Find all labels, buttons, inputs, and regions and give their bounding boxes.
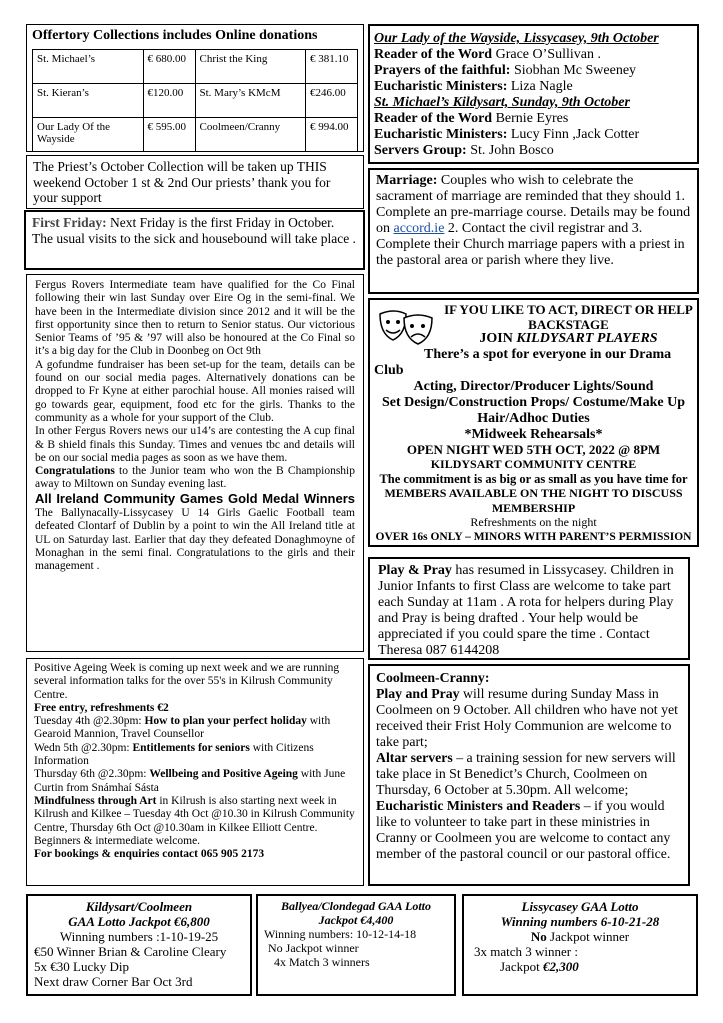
play-pray-text: has resumed in Lissycasey. Children in Junior Infants to first Class are welcome to take part each Sunday at 11am . A rota for helpers during Play and Pray is being drafted . Your help would be appreciated if you could spare the time . Contact Theresa 087 6144208 [378,563,674,658]
ageing-bookings: For bookings & enquiries contact 065 905 2173 [34,848,265,861]
offertory-church-cell: Our Lady Of the Wayside [33,118,144,152]
offertory-amount-cell: €246.00 [306,84,358,118]
coolmeen-altar-text: – a training session for new servers will take place in St Benedict’s Church, Coolmeen on Thursday, 6 October at 5.30pm. All welcome; [376,750,676,797]
rota-r5-value: Lucy Finn ,Jack Cotter [507,127,640,142]
priests-collection-notice [26,155,364,209]
ageing-wed-date: Wedn 5th @2.30pm: [34,741,133,754]
rota-r3-label: Eucharistic Ministers: [374,79,508,94]
fergus-paragraph-2: A gofundme fundraiser has been set-up for the team, details can be found on our social media pages. Alternatively donations can be dropped to Fr Kyne at either parochial house. All monies raised will go towards gear, equipment, food etc for the girls. Thanks to the community as a whole for your support of the Club. [35,358,355,424]
lotto-lissycasey-no: No [530,929,547,944]
rota-r5-label: Eucharistic Ministers: [374,127,508,142]
community-games-text: The Ballynacally-Lissycasey U 14 Girls Gaelic Football team defeated Clontarf of Dublin by a point to win the All Ireland title at UL on Saturday last. Earlier that day they defeated Donaghmoyne of Monaghan in the semi final. Congratulations to the girls and their management . [35,507,355,573]
community-games-heading: All Ireland Community Games Gold Medal Winners [35,490,355,506]
lotto-ballyea-box [256,894,456,996]
ageing-tue-date: Tuesday 4th @2.30pm: [34,715,145,728]
offertory-amount-cell: € 381.10 [306,50,358,84]
lotto-kildysart-title: Kildysart/Coolmeen [85,899,193,914]
lotto-ballyea-numbers: Winning numbers: 10-12-14-18 [264,927,417,941]
ageing-free-entry: Free entry, refreshments €2 [34,701,169,714]
coolmeen-play-pray-text: will resume during Sunday Mass in Coolmeen on 9 October. All children who have not yet received their Frist Holy Communion are welcome to take part; [376,686,678,749]
offertory-box [26,24,364,152]
offertory-title: Offertory Collections includes Online donations [32,28,318,43]
offertory-table [32,49,358,152]
ageing-thu-talk: Wellbeing and Positive Ageing [149,768,298,781]
rota-kildysart-heading: St. Michael’s Kildysart, Sunday, 9th October [374,95,630,110]
offertory-amount-cell: €120.00 [143,84,195,118]
drama-line-6: *Midweek Rehearsals* [464,426,603,442]
offertory-row [33,118,358,152]
rota-r2-value: Siobhan Mc Sweeney [510,63,637,78]
rota-box [368,24,699,164]
drama-masks-icon [376,308,440,346]
offertory-church-cell: Coolmeen/Cranny [195,118,306,152]
lotto-kildysart-jackpot: GAA Lotto Jackpot €6,800 [68,914,210,929]
play-pray-notice [368,557,690,660]
coolmeen-ministers-text: – if you would like to volunteer to take part in these ministries in Cranny or Coolmeen you are welcome to contact any member of the pastoral council or our pastoral office. [376,798,671,861]
coolmeen-altar-label: Altar servers [376,750,453,765]
drama-line-4: Acting, Director/Producer Lights/Sound [413,378,654,394]
drama-line-5: Set Design/Construction Props/ Costume/Make Up Hair/Adhoc Duties [381,394,686,426]
play-pray-label: Play & Pray [378,563,452,578]
lotto-ballyea-jackpot: Jackpot €4,400 [318,913,394,927]
drama-line-7: OPEN NIGHT WED 5TH OCT, 2022 @ 8PM [406,441,661,457]
offertory-church-cell: St. Kieran’s [33,84,144,118]
lotto-lissycasey-numbers: Winning numbers 6-10-21-28 [500,914,660,929]
coolmeen-play-pray-label: Play and Pray [376,686,460,701]
rota-r1-value: Grace O’Sullivan . [492,47,601,62]
offertory-church-cell: St. Mary’s KMcM [195,84,306,118]
first-friday-label: First Friday: [32,215,107,230]
offertory-row [33,50,358,84]
offertory-church-cell: St. Michael’s [33,50,144,84]
congratulations-label: Congratulations [35,465,115,478]
offertory-amount-cell: € 595.00 [143,118,195,152]
coolmeen-ministers-label: Eucharistic Ministers and Readers [376,798,581,813]
lotto-lissycasey-jackpot-label: Jackpot [500,959,543,974]
ageing-thu-date: Thursday 6th @2.30pm: [34,768,150,781]
rota-r6-value: St. John Bosco [466,143,554,158]
drama-line-8: KILDYSART COMMUNITY CENTRE [430,457,637,471]
drama-join: JOIN [479,331,517,346]
lotto-kildysart-lucky-dip: 5x €30 Lucky Dip [34,959,129,974]
fergus-rovers-notice [26,274,364,652]
lotto-ballyea-title: Ballyea/Clondegad GAA Lotto [280,899,431,913]
drama-club-name: KILDYSART PLAYERS [516,331,658,346]
offertory-amount-cell: € 994.00 [306,118,358,152]
rota-r3-value: Liza Nagle [507,79,573,94]
coolmeen-cranny-notice [368,664,690,886]
lotto-lissycasey-box [462,894,698,996]
rota-r6-label: Servers Group: [374,143,467,158]
drama-line-10: MEMBERS AVAILABLE ON THE NIGHT TO DISCUSS MEMBERSHIP [384,486,683,515]
drama-line-3: There’s a spot for everyone in our Drama Club [374,346,672,378]
rota-r4-label: Reader of the Word [374,111,493,126]
first-friday-notice [24,210,365,270]
drama-line-12: OVER 16s ONLY – MINORS WITH PARENT’S PERMISSION [375,530,692,543]
coolmeen-title: Coolmeen-Cranny: [376,670,490,685]
drama-line-11: Refreshments on the night [470,515,597,529]
rota-lissycasey-heading: Our Lady of the Wayside, Lissycasey, 9th October [374,31,659,46]
lotto-lissycasey-jackpot-value: €2,300 [542,959,579,974]
ageing-tue-talk: How to plan your perfect holiday [144,715,307,728]
lotto-kildysart-numbers: Winning numbers :1-10-19-25 [59,929,219,944]
fergus-paragraph-1: Fergus Rovers Intermediate team have qualified for the Co Final following their win last Sunday over Eire Og in the semi-final. We have been in the Intermediate division since 2012 and it will be the first opportunity since then to return to Senior status. Our victorious Senior Teams of ’95 & ’97 will also be honoured at the Co Final so it’s a big day for the Club in Doonbeg on Oct 9th [35,279,355,358]
lotto-lissycasey-match3: 3x match 3 winner : [474,944,578,959]
lotto-kildysart-box [26,894,252,996]
drama-club-notice [368,298,699,547]
positive-ageing-notice [26,658,364,886]
lotto-lissycasey-title: Lissycasey GAA Lotto [521,899,639,914]
ageing-intro: Positive Ageing Week is coming up next week and we are running several information talks for the over 55's in Kilrush Community Centre. [34,662,340,701]
ageing-wed-talk: Entitlements for seniors [132,741,250,754]
lotto-lissycasey-no-text: Jackpot winner [546,929,630,944]
rota-r1-label: Reader of the Word [374,47,493,62]
drama-line-9: The commitment is as big or as small as you have time for [379,471,688,486]
congratulations-text: to the Junior team who won the B Championship away to Miltown on Sunday evening last. [35,465,355,491]
first-friday-text: Next Friday is the first Friday in October. The usual visits to the sick and housebound will take place . [32,215,356,246]
mindfulness-text: in Kilrush is also starting next week in Kilrush and Kilkee – Tuesday 4th Oct @10.30 in Kilrush Community Centre, Thursday 6th Oct @10.30am in Kilkee Elliott Centre. Beginners & intermediate welcome. [34,794,355,847]
rota-r2-label: Prayers of the faithful: [374,63,511,78]
lotto-ballyea-no-winner: No Jackpot winner [268,941,359,955]
drama-line-1: IF YOU LIKE TO ACT, DIRECT OR HELP BACKSTAGE [444,302,693,332]
rota-r4-value: Bernie Eyres [492,111,569,126]
lotto-kildysart-winner: €50 Winner Brian & Caroline Cleary [34,944,227,959]
fergus-paragraph-3: In other Fergus Rovers news our u14’s are contesting the A cup final & B shield finals this Sunday. Times and venues tbc and details will be on our social media pages as soon as we have them. [35,425,355,464]
marriage-notice [368,168,699,294]
accord-link[interactable]: accord.ie [393,221,445,236]
offertory-row [33,84,358,118]
lotto-kildysart-next-draw: Next draw Corner Bar Oct 3rd [34,974,193,989]
ageing-thu-speaker: with June Curtin from Snámhaí Sásta [34,768,346,794]
priests-collection-text: The Priest’s October Collection will be taken up THIS weekend October 1 st & 2nd Our priests’ thank you for your support [33,159,331,205]
lotto-ballyea-match3: 4x Match 3 winners [274,955,370,969]
marriage-label: Marriage: [376,173,438,188]
ageing-wed-speaker: with Citizens Information [34,741,314,768]
offertory-church-cell: Christ the King [195,50,306,84]
marriage-text-1: Couples who wish to celebrate the sacrament of marriage are reminded that they should 1. Complete an pre-marriage course. Details may be found on [376,173,691,236]
ageing-tue-speaker: with Gearoid Mannion, Travel Counsellor [34,715,331,741]
offertory-amount-cell: € 680.00 [143,50,195,84]
marriage-text-2: 2. Contact the civil registrar and 3. Complete their Church marriage papers with a priest in the pastoral area or parish where they live. [376,221,685,268]
mindfulness-heading: Mindfulness through Art [34,794,157,807]
